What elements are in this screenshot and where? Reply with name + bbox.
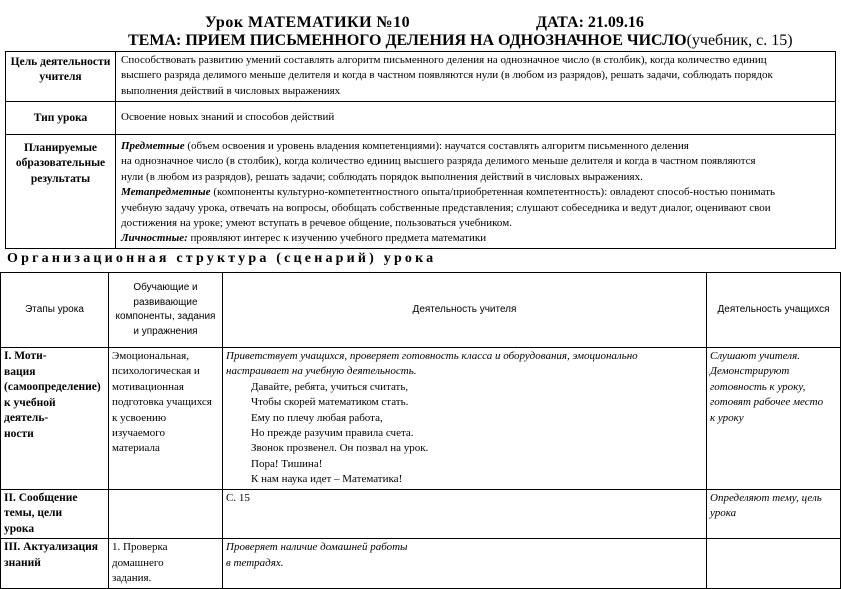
poem-line: Ему по плечу любая работа, xyxy=(251,411,383,424)
poem-line: Чтобы скорей математиком стать. xyxy=(251,396,409,409)
goal-content xyxy=(116,52,836,102)
lesson-type-row xyxy=(6,102,836,135)
stage-line: знаний xyxy=(4,557,41,570)
subject-results-label: Предметные xyxy=(121,140,185,152)
poem-line: Давайте, ребята, учиться считать, xyxy=(251,380,409,393)
meta-results-line: учебную задачу урока, отвечать на вопросы, обобщать собственные представления; слушают собеседника и ведут диалог, оценивают свои xyxy=(121,201,771,214)
lesson-type-value: Освоение новых знаний и способов действий xyxy=(116,102,836,135)
poem-line: К нам наука идет – Математика! xyxy=(251,473,403,486)
students-cell xyxy=(707,489,841,539)
topic-prefix: ТЕМА: xyxy=(128,32,186,49)
table-row xyxy=(1,348,841,490)
teacher-cell xyxy=(223,489,707,539)
teacher-cell xyxy=(223,348,707,490)
personal-results-line xyxy=(121,231,832,246)
lesson-structure-table xyxy=(0,272,841,589)
stage-line: деятель- xyxy=(4,412,49,425)
students-cell xyxy=(707,539,841,589)
teacher-intro-line: Приветствует учащихся, проверяет готовность класса и оборудования, эмоционально xyxy=(226,350,638,362)
stage-line: темы, цели xyxy=(4,507,63,520)
components-cell xyxy=(109,489,223,539)
stage-line: вация xyxy=(4,365,36,378)
teacher-text: С. 15 xyxy=(226,491,250,504)
component-line: домашнего xyxy=(112,556,164,569)
table-row xyxy=(1,539,841,589)
stage-cell xyxy=(1,539,109,589)
student-line: готовность к уроку, xyxy=(710,380,806,393)
student-line: Определяют тему, цель xyxy=(710,491,822,504)
meta-results-line: достижения на уроке; умеют вступать в речевое общение, пользоваться учебником. xyxy=(121,217,512,230)
component-line: психологическая и xyxy=(112,365,200,378)
teacher-intro-line: Проверяет наличие домашней работы xyxy=(226,541,408,554)
header-students: Деятельность учащихся xyxy=(707,273,841,348)
component-line: 1. Проверка xyxy=(112,541,168,554)
goal-row xyxy=(6,52,836,102)
structure-header-row xyxy=(1,273,841,348)
goal-line: Способствовать развитию умений составлять алгоритм письменного деления на однозначное число (в столбик), когда количество единиц xyxy=(121,54,767,66)
student-line: готовят рабочее место xyxy=(710,396,824,409)
component-line: Эмоциональная, xyxy=(112,350,189,362)
teacher-cell xyxy=(223,539,707,589)
poem-line: Звонок прозвенел. Он позвал на урок. xyxy=(251,442,429,455)
header-components: Обучающие и развивающие компоненты, задания и упражнения xyxy=(109,273,223,348)
stage-line: I. Моти- xyxy=(4,350,47,362)
lesson-type-label: Тип урока xyxy=(6,102,116,135)
personal-results-label: Личностные: xyxy=(121,232,188,245)
student-line: Демонстрируют xyxy=(710,365,790,378)
stage-line: II. Сообщение xyxy=(4,491,78,504)
goal-label: Цель деятельности учителя xyxy=(6,52,116,102)
stage-line: к учебной xyxy=(4,396,56,409)
header-stages: Этапы урока xyxy=(1,273,109,348)
stage-cell xyxy=(1,348,109,490)
results-content xyxy=(116,135,836,249)
components-cell xyxy=(109,539,223,589)
table-row xyxy=(1,489,841,539)
meta-results-label: Метапредметные xyxy=(121,186,211,199)
lesson-title: Урок МАТЕМАТИКИ №10 xyxy=(205,14,411,31)
lesson-topic xyxy=(128,32,793,50)
component-line: к усвоению xyxy=(112,411,167,424)
component-line: подготовка учащихся xyxy=(112,396,212,409)
subject-results-line: нули (в любом из разрядов), решать задачи; соблюдать порядок выполнения действий в числовых выражениях. xyxy=(121,170,643,183)
results-label: Планируемые образовательные результаты xyxy=(6,135,116,249)
stage-line: (самоопределение) xyxy=(4,381,101,394)
poem-line: Пора! Тишина! xyxy=(251,457,323,470)
stage-line: ности xyxy=(4,427,34,440)
student-line: к уроку xyxy=(710,411,744,424)
meta-results-text: (компоненты культурно-компетентностного опыта/приобретенная компетентность): овладеют способ-ностью понимать xyxy=(210,186,776,199)
goal-line: высшего разряда делимого меньше делителя и когда в частном появляются нули (в любом из разрядов), решать задачи, соблюдать порядок xyxy=(121,69,773,82)
personal-results-text: проявляют интерес к изучению учебного предмета математики xyxy=(187,232,487,245)
stage-cell xyxy=(1,489,109,539)
results-row xyxy=(6,135,836,249)
components-cell xyxy=(109,348,223,490)
component-line: материала xyxy=(112,442,160,455)
section-title: Организационная структура (сценарий) урока xyxy=(7,251,437,266)
subject-results-line: на однозначное число (в столбик), когда количество единиц высшего разряда делимого меньше делителя и когда в частном появляются xyxy=(121,155,756,168)
stage-line: урока xyxy=(4,522,35,535)
topic-suffix: (учебник, с. 15) xyxy=(686,32,793,49)
student-line: урока xyxy=(710,507,737,520)
header-teacher: Деятельность учителя xyxy=(223,273,707,348)
student-line: Слушают учителя. xyxy=(710,350,800,362)
stage-line: III. Актуализация xyxy=(4,541,98,554)
teacher-intro-line: в тетрадях. xyxy=(226,556,284,569)
topic-title: ПРИЕМ ПИСЬМЕННОГО ДЕЛЕНИЯ НА ОДНОЗНАЧНОЕ ЧИСЛО xyxy=(185,32,687,49)
component-line: изучаемого xyxy=(112,427,165,440)
subject-results-text: (объем освоения и уровень владения компетенциями): научатся составлять алгоритм письменного деления xyxy=(184,140,689,152)
students-cell xyxy=(707,348,841,490)
lesson-date: ДАТА: 21.09.16 xyxy=(536,14,644,31)
subject-results-line xyxy=(121,139,832,154)
meta-results-line xyxy=(121,185,832,200)
poem-line: Но прежде разучим правила счета. xyxy=(251,427,414,440)
lesson-info-table xyxy=(5,51,836,249)
component-line: мотивационная xyxy=(112,380,184,393)
teacher-intro-line: настраивает на учебную деятельность. xyxy=(226,365,417,378)
component-line: задания. xyxy=(112,572,152,585)
goal-line: выполнения действий в числовых выражениях xyxy=(121,84,341,97)
